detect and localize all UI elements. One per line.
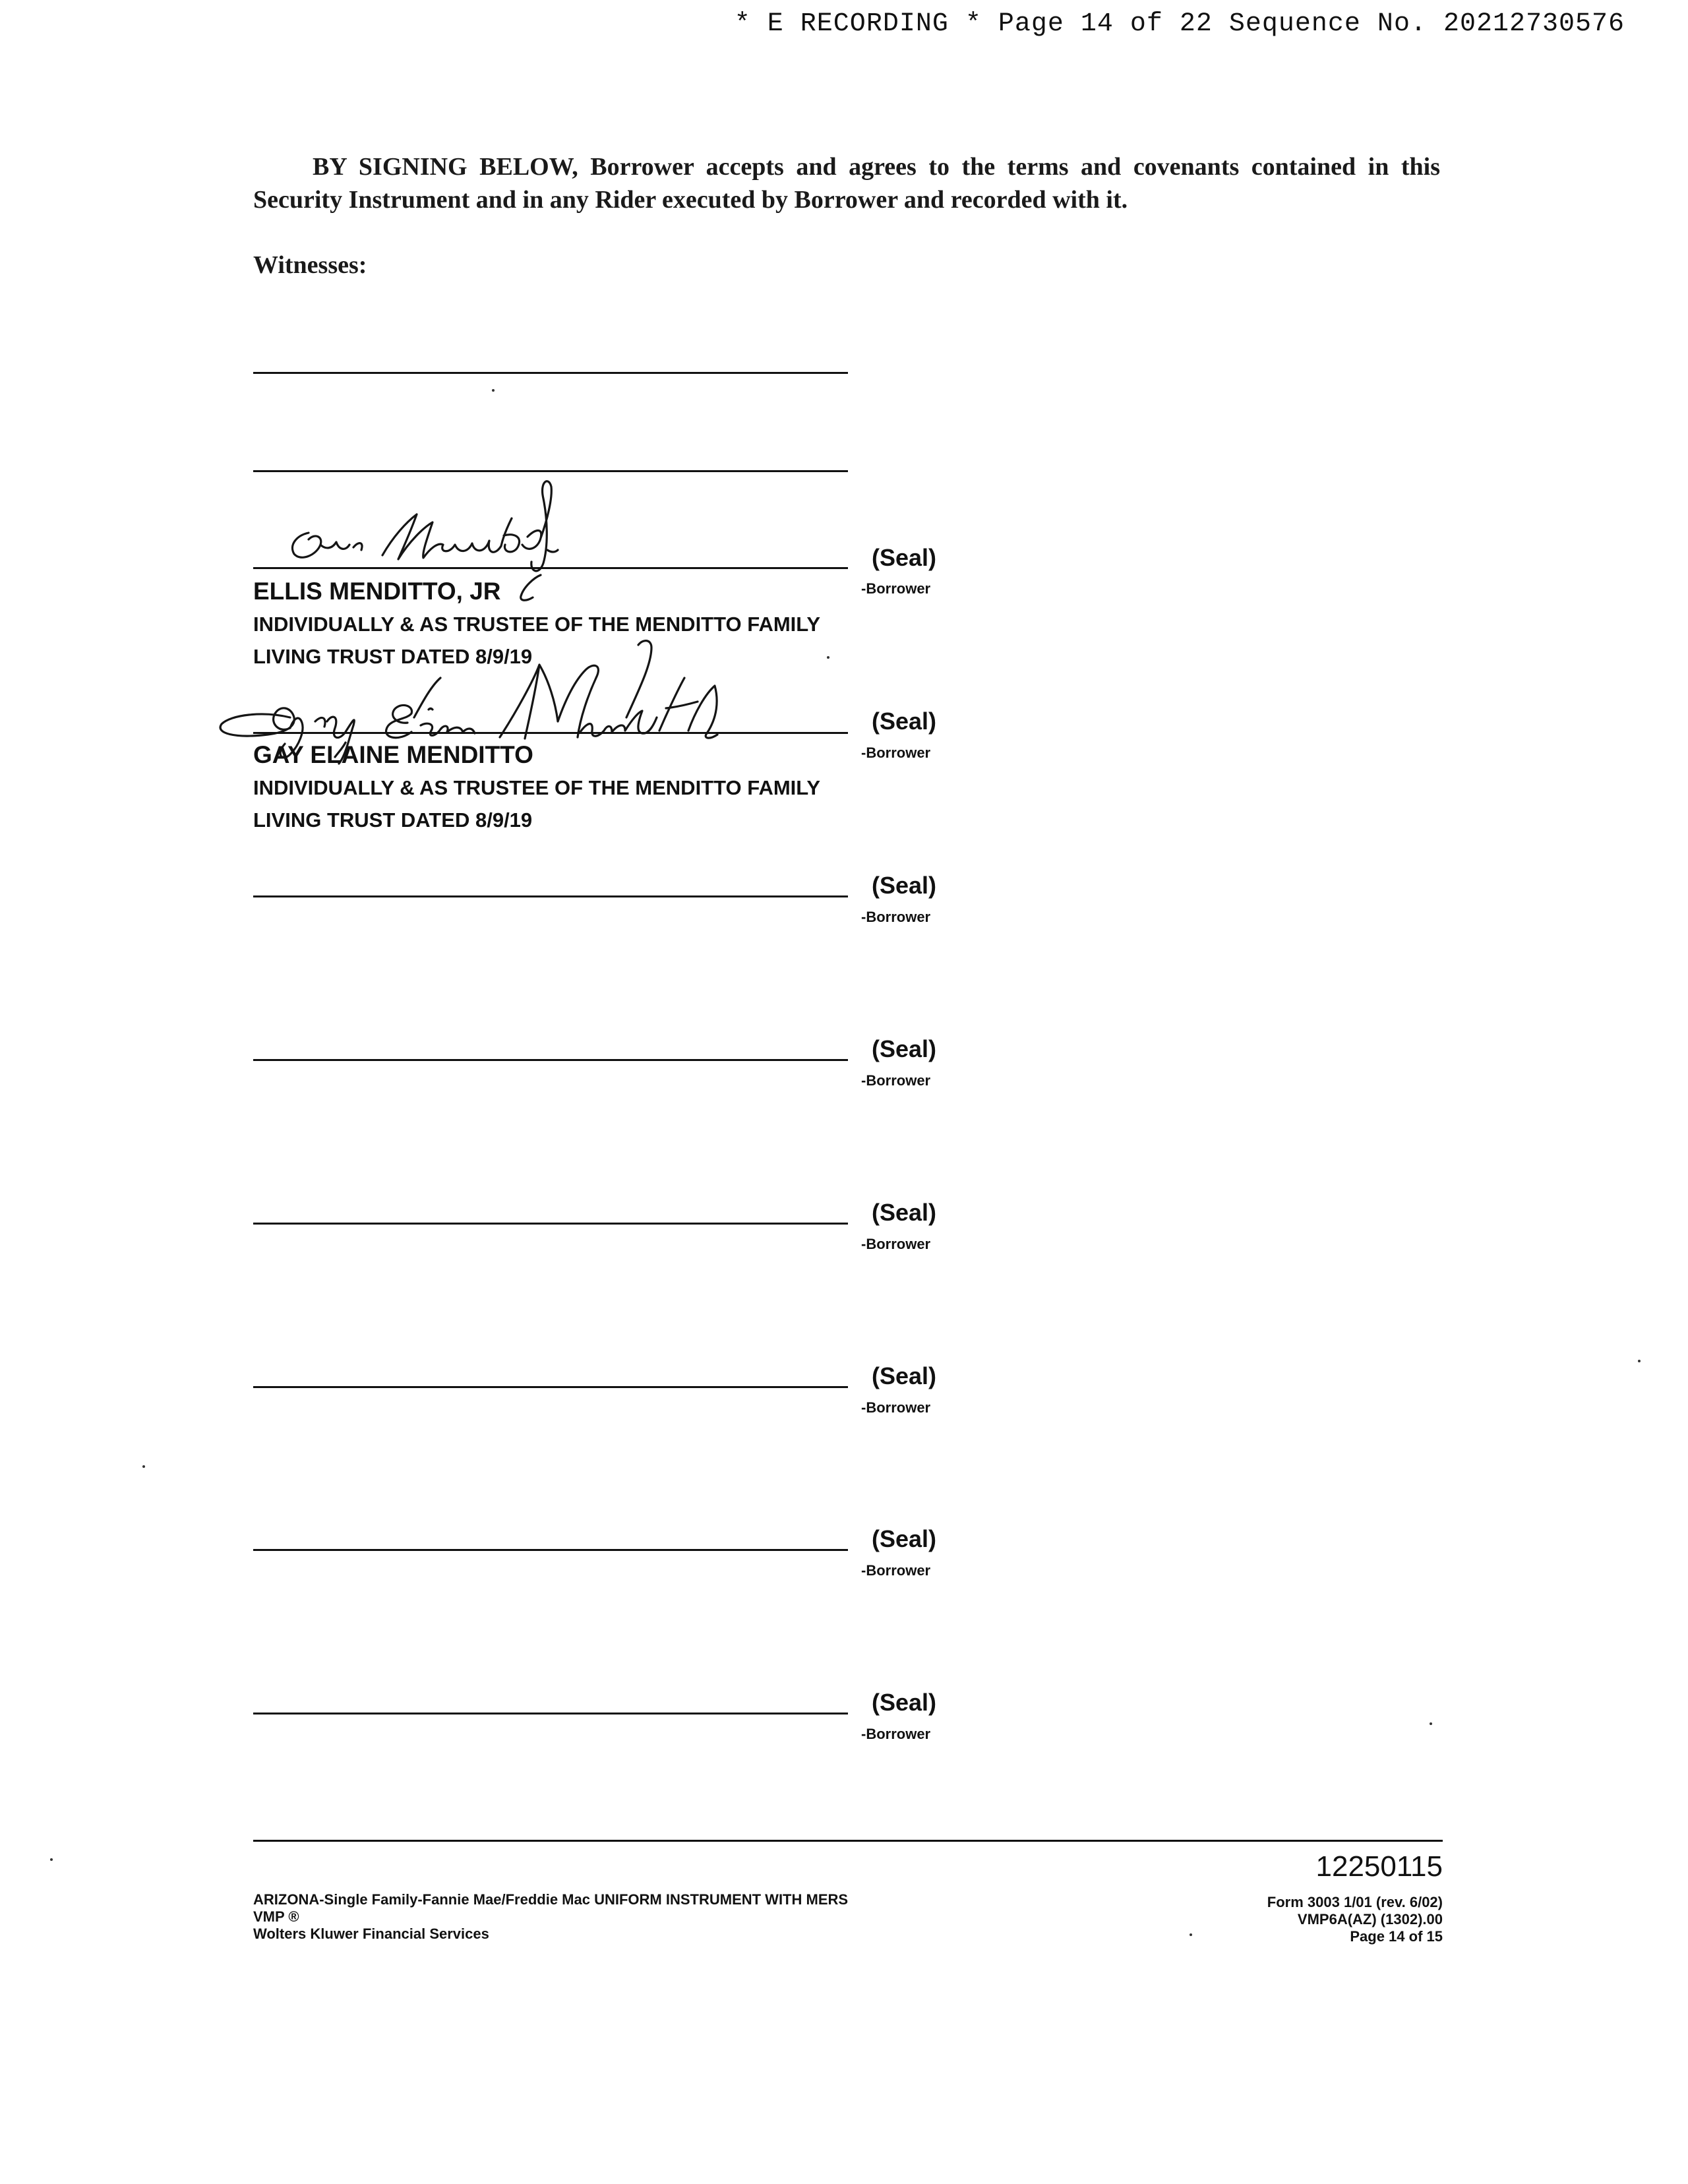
signature-line-8: [253, 1713, 848, 1714]
signature-line-2: [253, 732, 848, 734]
borrower-label-6: -Borrower: [861, 1399, 931, 1416]
form-description-line-3: Wolters Kluwer Financial Services: [253, 1926, 489, 1942]
seal-label-4: (Seal): [872, 1035, 937, 1062]
signing-acknowledgement: BY SIGNING BELOW, Borrower accepts and agrees to the terms and covenants contained in this Security Instrument and in any Rider executed by Borrower and recorded with it.: [253, 153, 1440, 214]
ellis-menditto-signature-image: [277, 472, 620, 578]
signer-capacity-1a: INDIVIDUALLY & AS TRUSTEE OF THE MENDITTO FAMILY: [253, 613, 821, 636]
seal-label-7: (Seal): [872, 1525, 937, 1552]
recording-stamp: * E RECORDING * Page 14 of 22 Sequence No. 20212730576: [734, 9, 1625, 39]
borrower-label-4: -Borrower: [861, 1072, 931, 1089]
footer-rule: [253, 1840, 1443, 1842]
scan-speck: [1190, 1933, 1192, 1936]
scan-speck: [827, 656, 829, 659]
signature-line-6: [253, 1386, 848, 1388]
borrower-label-1: -Borrower: [861, 580, 931, 597]
scan-speck: [1430, 1722, 1432, 1725]
scan-speck: [50, 1858, 53, 1861]
borrower-label-2: -Borrower: [861, 744, 931, 761]
signature-line-1: [253, 567, 848, 569]
page-number: Page 14 of 15: [1350, 1928, 1443, 1945]
signer-name-1: ELLIS MENDITTO, JR: [253, 578, 501, 605]
seal-label-5: (Seal): [872, 1199, 937, 1226]
seal-label-8: (Seal): [872, 1689, 937, 1716]
loan-number: 12250115: [1315, 1850, 1443, 1883]
ellis-signature-tail: [514, 572, 547, 605]
scan-speck: [1638, 1360, 1641, 1362]
signer-capacity-2b: LIVING TRUST DATED 8/9/19: [253, 808, 533, 832]
signature-line-4: [253, 1059, 848, 1061]
seal-label-3: (Seal): [872, 872, 937, 899]
form-description: [253, 1891, 848, 1943]
form-description-line-1: ARIZONA-Single Family-Fannie Mae/Freddie Mac UNIFORM INSTRUMENT WITH MERS: [253, 1891, 849, 1908]
form-description-line-2: VMP ®: [253, 1908, 299, 1925]
signature-line-7: [253, 1549, 848, 1551]
signer-capacity-2a: INDIVIDUALLY & AS TRUSTEE OF THE MENDITTO FAMILY: [253, 776, 821, 799]
form-number: Form 3003 1/01 (rev. 6/02): [1267, 1894, 1443, 1910]
seal-label-1: (Seal): [872, 544, 937, 571]
signature-line-5: [253, 1223, 848, 1225]
witness-signature-line-1: [253, 372, 848, 374]
borrower-label-3: -Borrower: [861, 909, 931, 925]
seal-label-6: (Seal): [872, 1362, 937, 1389]
borrower-label-7: -Borrower: [861, 1562, 931, 1579]
signer-capacity-1b: LIVING TRUST DATED 8/9/19: [253, 645, 533, 668]
form-code: VMP6A(AZ) (1302).00: [1297, 1911, 1443, 1927]
borrower-label-8: -Borrower: [861, 1726, 931, 1742]
signature-line-3: [253, 895, 848, 897]
borrower-label-5: -Borrower: [861, 1236, 931, 1252]
witnesses-label: Witnesses:: [253, 251, 367, 279]
scan-speck: [142, 1465, 145, 1468]
seal-label-2: (Seal): [872, 708, 937, 735]
form-identifier: [1267, 1894, 1443, 1945]
signer-name-2: GAY ELAINE MENDITTO: [253, 741, 533, 768]
scan-speck: [492, 389, 495, 392]
